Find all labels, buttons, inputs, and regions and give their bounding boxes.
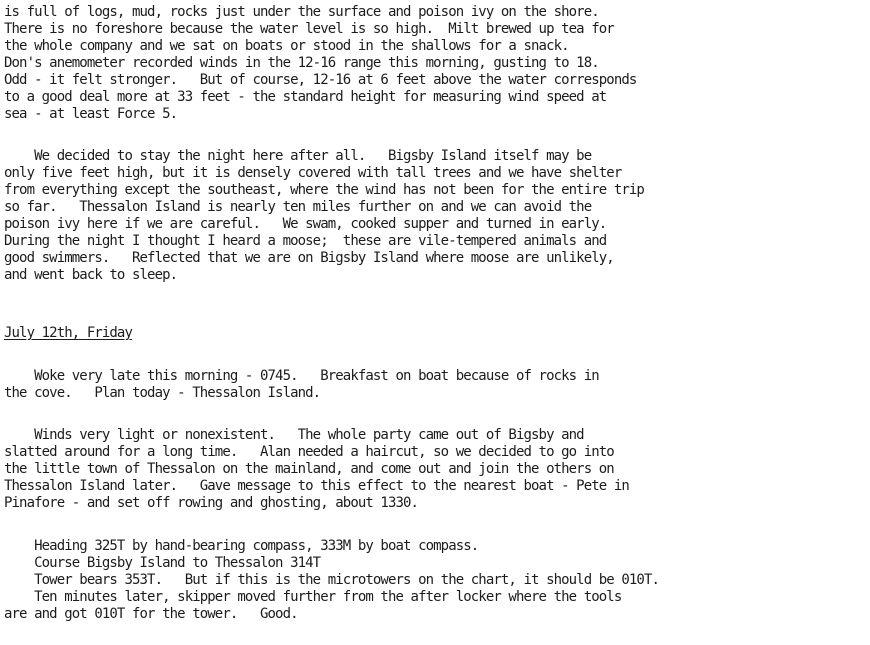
text-line: During the night I thought I heard a moose; these are vile-tempered animals and — [4, 233, 607, 249]
text-line: is full of logs, mud, rocks just under the surface and poison ivy on the shore. — [4, 4, 599, 20]
text-line: are and got 010T for the tower. Good. — [4, 606, 298, 622]
text-line: We decided to stay the night here after all. Bigsby Island itself may be — [4, 148, 592, 164]
text-line: from everything except the southeast, where the wind has not been for the entire trip — [4, 182, 644, 198]
text-line: Don's anemometer recorded winds in the 12-16 range this morning, gusting to 18. — [4, 55, 599, 71]
text-line: so far. Thessalon Island is nearly ten miles further on and we can avoid the — [4, 199, 592, 215]
text-line: the little town of Thessalon on the mainland, and come out and join the others on — [4, 461, 614, 477]
text-line: Ten minutes later, skipper moved further from the after locker where the tools — [4, 589, 622, 605]
date-heading: July 12th, Friday — [4, 325, 132, 341]
text-line: Tower bears 353T. But if this is the microtowers on the chart, it should be 010T. — [4, 572, 659, 588]
text-line: Pinafore - and set off rowing and ghosting, about 1330. — [4, 495, 419, 511]
text-line: Woke very late this morning - 0745. Breakfast on boat because of rocks in — [4, 368, 599, 384]
text-line: to a good deal more at 33 feet - the standard height for measuring wind speed at — [4, 89, 607, 105]
text-line: the whole company and we sat on boats or stood in the shallows for a snack. — [4, 38, 569, 54]
text-line: Course Bigsby Island to Thessalon 314T — [4, 555, 321, 571]
text-line: good swimmers. Reflected that we are on Bigsby Island where moose are unlikely, — [4, 250, 614, 266]
text-line: and went back to sleep. — [4, 267, 178, 283]
text-line: Winds very light or nonexistent. The whole party came out of Bigsby and — [4, 427, 584, 443]
text-line: Heading 325T by hand-bearing compass, 333M by boat compass. — [4, 538, 479, 554]
text-line: slatted around for a long time. Alan needed a haircut, so we decided to go into — [4, 444, 614, 460]
text-line: poison ivy here if we are careful. We swam, cooked supper and turned in early. — [4, 216, 607, 232]
text-line: Thessalon Island later. Gave message to this effect to the nearest boat - Pete in — [4, 478, 629, 494]
text-line: There is no foreshore because the water level is so high. Milt brewed up tea for — [4, 21, 614, 37]
text-line: the cove. Plan today - Thessalon Island. — [4, 385, 321, 401]
text-line: Odd - it felt stronger. But of course, 12-16 at 6 feet above the water corresponds — [4, 72, 637, 88]
text-line: only five feet high, but it is densely covered with tall trees and we have shelter — [4, 165, 622, 181]
text-line: sea - at least Force 5. — [4, 106, 178, 122]
